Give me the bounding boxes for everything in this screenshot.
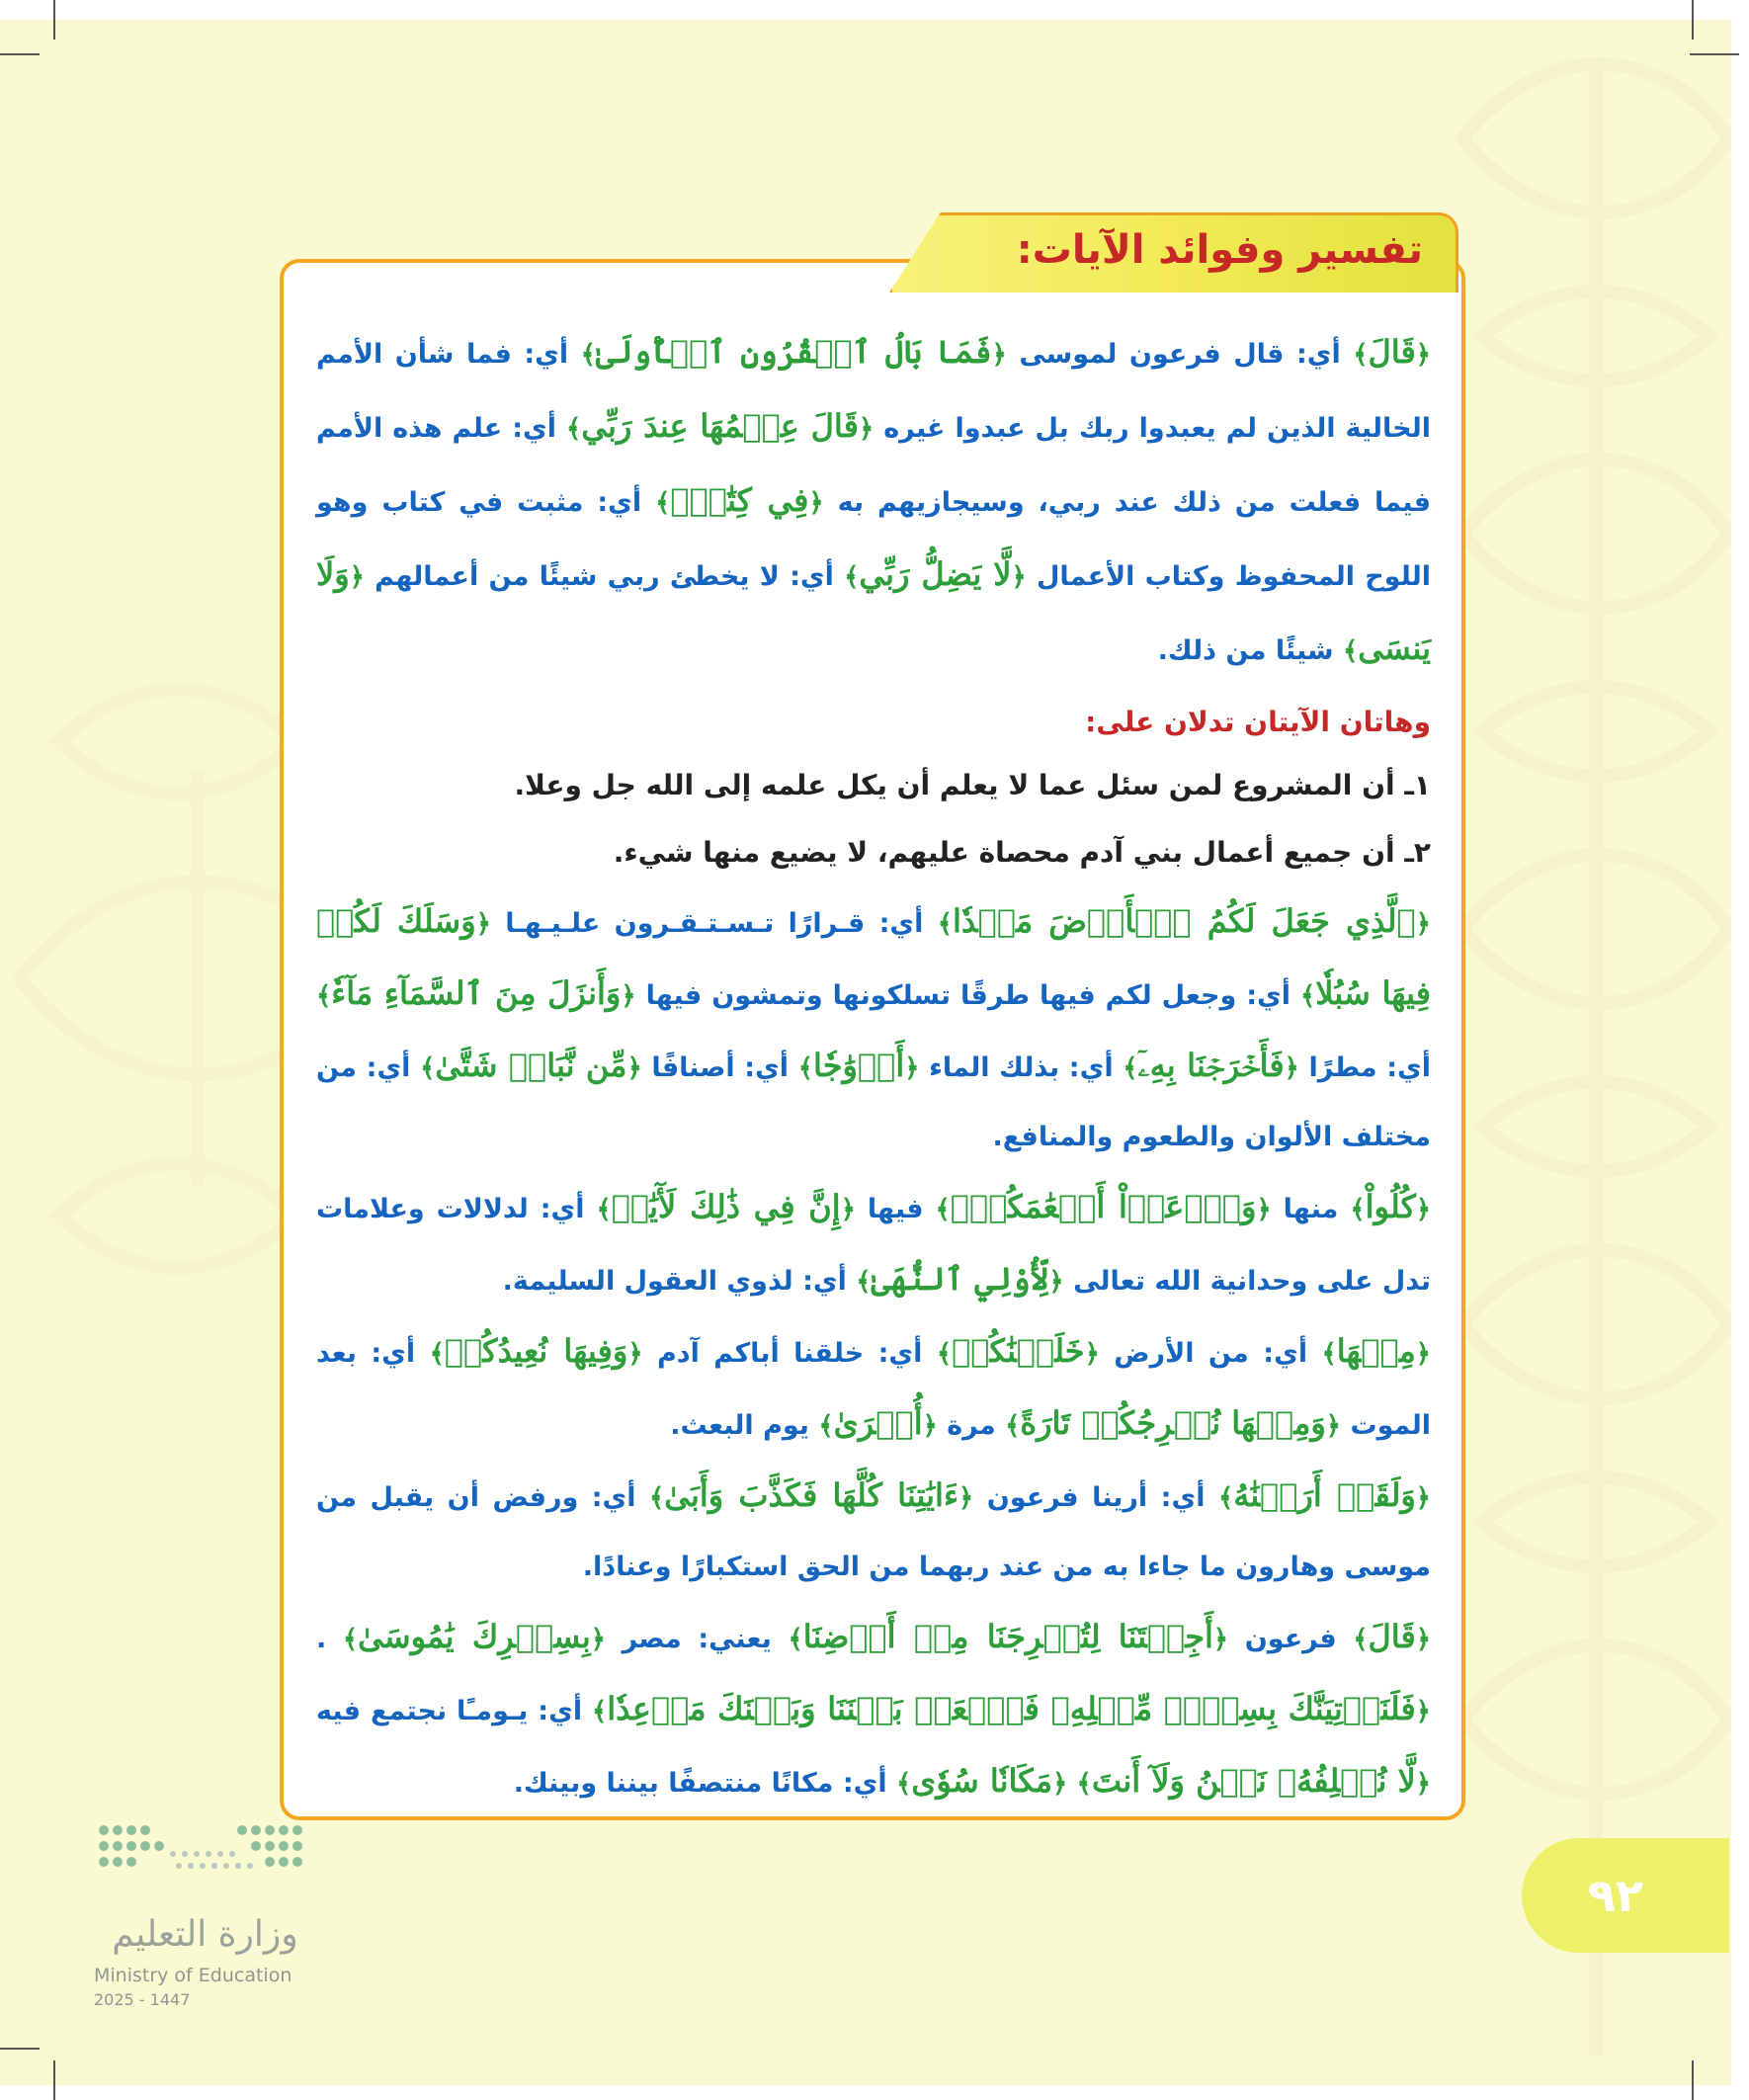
verse: قَالَ عِلۡمُهَا عِندَ رَبِّي — [581, 407, 859, 445]
explanation: أي: فما شأن الأمم الخالية الذين لم يعبدوا ربك بل عبدوا غيره — [316, 339, 1432, 444]
explanation: يوم البعث. — [670, 1410, 809, 1441]
explanation: أي: مكانًا منتصفًا بيننا وبينك. — [513, 1768, 887, 1799]
verse: فَلَنَأۡتِيَنَّكَ بِسِحۡرٖ مِّثۡلِهِۦ فَٱجۡعَلۡ بَيۡنَنَا وَبَيۡنَكَ مَوۡعِدٗا — [607, 1690, 1416, 1727]
explanation: أي: علم هذه الأمم فيما فعلت من ذلك عند ربي، وسيجازيهم به — [316, 413, 1431, 518]
crop-mark — [1690, 53, 1739, 55]
crop-mark — [0, 2048, 40, 2050]
verse: كُلُواْ — [1365, 1188, 1416, 1225]
verse: ٱلَّذِي جَعَلَ لَكُمُ ٱلۡأَرۡضَ مَهۡدٗا — [952, 902, 1416, 940]
explanation: أي: قال فرعون لموسى — [1019, 339, 1341, 370]
explanation: أي: يـومـًا نجتمع فيه — [316, 1696, 583, 1726]
verse: لِّأُوْلِي ٱلنُّهَىٰ — [871, 1260, 1049, 1298]
explanation: أي: مثبت في كتاب وهو اللوح المحفوظ وكتاب الأعمال — [316, 487, 1432, 592]
page-number: ٩٢ — [1587, 1869, 1644, 1922]
verse: وَفِيهَا نُعِيدُكُمۡ — [444, 1332, 628, 1370]
explanation: أي: بعد الموت — [316, 1338, 1431, 1441]
verse: وَأَنزَلَ مِنَ ٱلسَّمَآءِ مَآءٗ — [331, 974, 622, 1012]
verse: مِّن نَّبَاتٖ شَتَّىٰ — [435, 1047, 627, 1084]
paragraph-3: ﴿كُلُواْ﴾ منها ﴿وَٱرۡعَوۡاْ أَنۡعَٰمَكُمۡۚ﴾ فيها ﴿إِنَّ فِي ذَٰلِكَ لَأٓيَٰتٖ﴾ أي: لدلالات وعلامات تدل على وحدانية الله تعالى ﴿لِّأُوْلِي ٱلنُّهَىٰ﴾ أي: لذوي العقول السليمة. — [316, 1188, 1432, 1298]
explanation: أي: وجعل لكم فيها طرقًا تسلكونها وتمشون فيها — [645, 980, 1291, 1011]
ministry-name-english: Ministry of Education — [94, 1965, 292, 1986]
verse: لَّا يَضِلُّ رَبِّي — [859, 555, 1012, 593]
verse: أَجِئۡتَنَا لِتُخۡرِجَنَا مِنۡ أَرۡضِنَا — [802, 1618, 1213, 1655]
verse: فَأَخۡرَجۡنَا بِهِۦٓ — [1137, 1047, 1285, 1084]
verse: مِنۡهَا — [1336, 1332, 1416, 1370]
verse: فَمَا بَالُ ٱلۡقُرُونِ ٱلۡأُولَىٰ — [595, 333, 992, 371]
explanation: أي: خلقنا أباكم آدم — [657, 1338, 923, 1369]
explanation: أي: أرينا فرعون — [986, 1482, 1206, 1513]
explanation: شيئًا من ذلك. — [1157, 635, 1334, 666]
verse: مَكَانٗا سُوٗى — [911, 1762, 1053, 1800]
explanation: يعني: مصر — [622, 1624, 772, 1654]
explanation: فيها — [867, 1194, 924, 1224]
section-title: تفسير وفوائد الآيات: — [1016, 227, 1423, 273]
explanation: أي: ورفض أن يقبل من موسى وهارون ما جاءا به من عند ربهما من الحق استكبارًا وعنادًا. — [316, 1482, 1431, 1582]
verse: قَالَ — [1368, 333, 1416, 371]
crop-mark — [1692, 2060, 1694, 2100]
verse: لَّا نُخۡلِفُهُۥ نَحۡنُ وَلَآ أَنتَ — [1091, 1762, 1416, 1800]
explanation: . — [316, 1624, 327, 1654]
explanation: أي: بذلك الماء — [929, 1052, 1114, 1083]
verse: ءَايَٰتِنَا كُلَّهَا فَكَذَّبَ وَأَبَىٰ — [664, 1476, 958, 1514]
crop-mark — [53, 0, 55, 40]
paragraph-6: ﴿قَالَ﴾ فرعون ﴿أَجِئۡتَنَا لِتُخۡرِجَنَا مِنۡ أَرۡضِنَا﴾ يعني: مصر ﴿بِسِحۡرِكَ يَٰمُوسَىٰ﴾ . ﴿فَلَنَأۡتِيَنَّكَ بِسِحۡرٖ مِّثۡلِهِۦ فَٱجۡعَلۡ بَيۡنَنَا وَبَيۡنَكَ مَوۡعِدٗا﴾ أي: يـومـًا نجتمع فيه ﴿لَّا نُخۡلِفُهُۥ نَحۡنُ وَلَآ أَنتَ﴾ ﴿مَكَانٗا سُوٗى﴾ أي: مكانًا منتصفًا بيننا وبينك. — [316, 1618, 1432, 1800]
explanation: فرعون — [1244, 1624, 1337, 1654]
explanation: منها — [1283, 1194, 1339, 1224]
verse: إِنَّ فِي ذَٰلِكَ لَأٓيَٰتٖ — [611, 1188, 841, 1225]
verse: وَمِنۡهَا نُخۡرِجُكُمۡ تَارَةً — [1020, 1404, 1326, 1442]
explanation: مرة — [947, 1410, 996, 1441]
explanation: أي: لذوي العقول السليمة. — [502, 1266, 847, 1297]
explanation: أي: قـرارًا تـسـتـقـرون علـيـهـا — [505, 908, 924, 939]
verse: وَسَلَكَ لَكُمۡ فِيهَا سُبُلٗا — [316, 902, 1431, 1012]
verse: وَلَقَدۡ أَرَيۡنَٰهُ — [1233, 1476, 1416, 1514]
explanation: أي: مطرًا — [1308, 1052, 1432, 1083]
paragraph-4: ﴿مِنۡهَا﴾ أي: من الأرض ﴿خَلَقۡنَٰكُمۡ﴾ أي: خلقنا أباكم آدم ﴿وَفِيهَا نُعِيدُكُمۡ﴾ أي: بعد الموت ﴿وَمِنۡهَا نُخۡرِجُكُمۡ تَارَةً﴾ مرة ﴿أُخۡرَىٰ﴾ يوم البعث. — [316, 1332, 1432, 1442]
verse: بِسِحۡرِكَ يَٰمُوسَىٰ — [358, 1618, 591, 1655]
verse: وَٱرۡعَوۡاْ أَنۡعَٰمَكُمۡۚ — [950, 1188, 1257, 1225]
verse: وَلَا يَنسَى — [316, 555, 1431, 667]
benefit-item-1: ١ـ أن المشروع لمن سئل عما لا يعلم أن يكل علمه إلى الله جل وعلا. — [514, 769, 1431, 801]
verse: أَزۡوَٰجٗا — [812, 1047, 905, 1084]
explanation: أي: من مختلف الألوان والطعوم والمنافع. — [316, 1052, 1431, 1152]
paragraph-2: ﴿ٱلَّذِي جَعَلَ لَكُمُ ٱلۡأَرۡضَ مَهۡدٗا﴾ أي: قـرارًا تـسـتـقـرون علـيـهـا ﴿وَسَلَكَ لَكُمۡ فِيهَا سُبُلٗا﴾ أي: وجعل لكم فيها طرقًا تسلكونها وتمشون فيها ﴿وَأَنزَلَ مِنَ ٱلسَّمَآءِ مَآءٗ﴾ أي: مطرًا ﴿فَأَخۡرَجۡنَا بِهِۦٓ﴾ أي: بذلك الماء ﴿أَزۡوَٰجٗا﴾ أي: أصنافًا ﴿مِّن نَّبَاتٖ شَتَّىٰ﴾ أي: من مختلف الألوان والطعوم والمنافع. — [316, 902, 1432, 1152]
explanation: أي: لا يخطئ ربي شيئًا من أعمالهم — [375, 561, 834, 592]
tafsir-body — [316, 316, 1431, 1818]
paragraph-5: ﴿وَلَقَدۡ أَرَيۡنَٰهُ﴾ أي: أرينا فرعون ﴿ءَايَٰتِنَا كُلَّهَا فَكَذَّبَ وَأَبَىٰ﴾ أي: ورفض أن يقبل من موسى وهارون ما جاءا به من عند ربهما من الحق استكبارًا وعنادًا. — [316, 1476, 1432, 1582]
verse: خَلَقۡنَٰكُمۡ — [952, 1332, 1085, 1370]
crop-mark — [53, 2060, 55, 2100]
benefit-item-2: ٢ـ أن جميع أعمال بني آدم محصاة عليهم، لا يضيع منها شيء. — [613, 836, 1431, 869]
crop-mark — [1692, 0, 1694, 40]
ministry-name-arabic: وزارة التعليم — [112, 1914, 298, 1955]
verse: فِي كِتَٰبٖۖ — [670, 481, 809, 519]
verse: أُخۡرَىٰ — [833, 1404, 923, 1442]
explanation: أي: أصنافًا — [651, 1052, 790, 1083]
ministry-logo-icon — [94, 1820, 311, 1882]
explanation: أي: من الأرض — [1114, 1338, 1308, 1369]
ministry-year: 2025 - 1447 — [94, 1990, 191, 2009]
crop-mark — [0, 53, 40, 55]
paragraph-1: ﴿قَالَ﴾ أي: قال فرعون لموسى ﴿فَمَا بَالُ ٱلۡقُرُونِ ٱلۡأُولَىٰ﴾ أي: فما شأن الأمم الخالية الذين لم يعبدوا ربك بل عبدوا غيره ﴿قَالَ عِلۡمُهَا عِندَ رَبِّي﴾ أي: علم هذه الأمم فيما فعلت من ذلك عند ربي، وسيجازيهم به ﴿فِي كِتَٰبٖۖ﴾ أي: مثبت في كتاب وهو اللوح المحفوظ وكتاب الأعمال ﴿لَّا يَضِلُّ رَبِّي﴾ أي: لا يخطئ ربي شيئًا من أعمالهم ﴿وَلَا يَنسَى﴾ شيئًا من ذلك. — [316, 333, 1432, 667]
benefits-heading: وهاتان الآيتان تدلان على: — [1085, 706, 1431, 738]
verse: قَالَ — [1368, 1618, 1416, 1655]
explanation: أي: لدلالات وعلامات تدل على وحدانية الله تعالى — [316, 1194, 1431, 1297]
